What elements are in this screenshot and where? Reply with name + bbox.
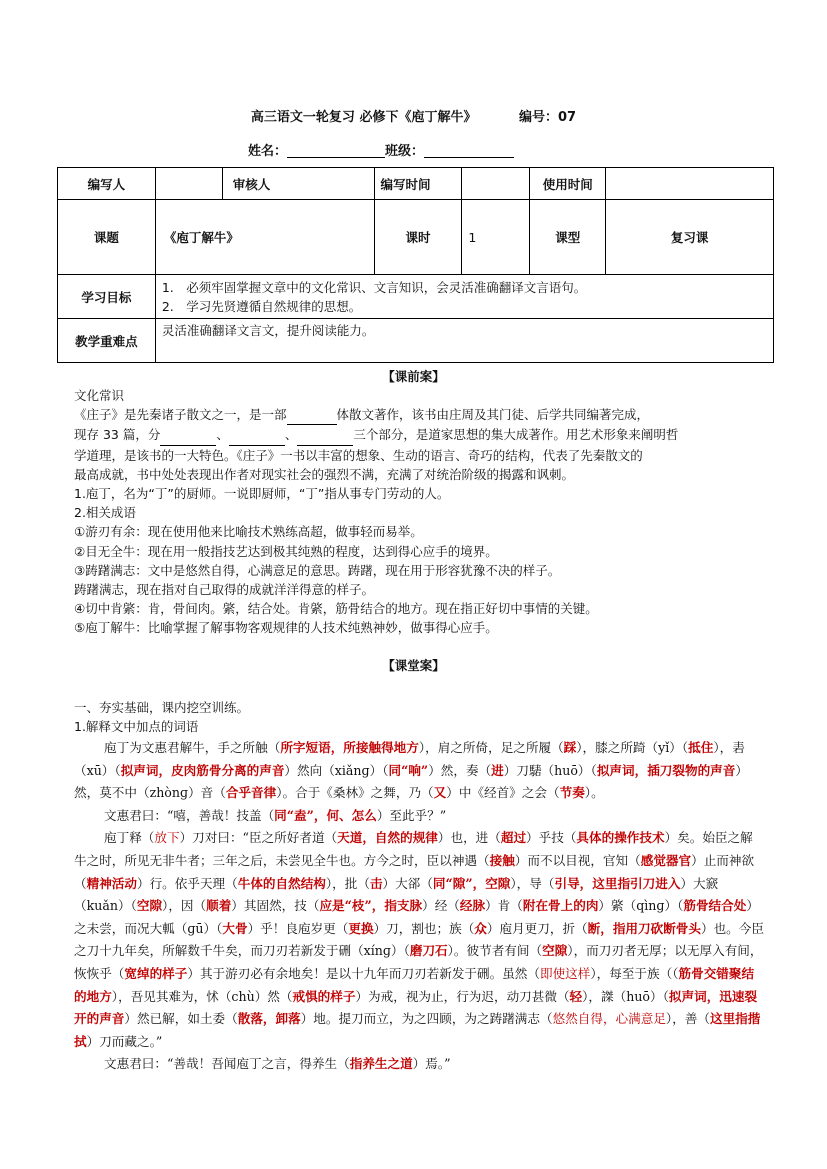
text-run: ）至此乎？” <box>376 807 447 823</box>
answer-annotation: 感觉器官 <box>640 852 692 868</box>
answer-annotation: 超过 <box>500 830 527 846</box>
text-run: ）然，奏（ <box>428 762 492 778</box>
text-run: ），批（ <box>325 875 370 891</box>
fill-blank[interactable] <box>160 425 216 445</box>
paragraph-2 <box>74 805 764 828</box>
hours-label: 课时 <box>374 200 462 275</box>
answer-annotation: 指养生之道 <box>349 1056 413 1072</box>
text-run: ），肩之所倚，足之所履（ <box>418 740 564 755</box>
text-run: ）为戒，视为止，行为迟，动刀甚微（ <box>355 988 570 1004</box>
item-2: 2.相关成语 <box>74 505 136 521</box>
answer-annotation: 即使这样 <box>539 965 591 981</box>
idiom-4: ④切中肯綮：肯，骨间肉。綮，结合处。肯綮，筋骨结合的地方。现在指正好切中事情的关键。 <box>74 601 598 617</box>
answer-annotation: 合乎音律 <box>225 785 277 801</box>
text-run: ）乎技（ <box>526 830 577 846</box>
title-text: 高三语文一轮复习 必修下《庖丁解牛》 <box>250 110 477 125</box>
text-run: ）然向（xiǎnɡ）（ <box>284 762 389 778</box>
answer-annotation: 接触 <box>489 852 515 868</box>
answer-annotation: 这里指揩拭 <box>74 1011 761 1049</box>
item-1: 1.庖丁，名为“丁”的厨师。一说即厨师，“丁”指从事专门劳动的人。 <box>74 486 450 502</box>
text-run: ）。彼节者有间（ <box>447 943 543 959</box>
text-run: ），导（ <box>510 875 555 891</box>
text-run: ），膝之所踦（yǐ）（ <box>576 740 689 755</box>
pre-class-heading: 【课前案】 <box>382 369 445 384</box>
text-run: ）大郤（ <box>382 875 433 891</box>
text-run: ）刀对曰：“臣之所好者道（ <box>179 830 338 846</box>
answer-annotation: 精神活动 <box>86 875 137 891</box>
class-label: 班级： <box>385 144 425 159</box>
zhuangzi-line-2: 现存 33 篇，分 、 、 三个部分，是道家思想的集大成著作。用艺术形象来阐明哲 <box>74 425 764 445</box>
use-time-value <box>606 168 774 200</box>
answer-annotation: 断，指用刀砍断骨头 <box>587 920 701 936</box>
text-run: ）肯（ <box>485 898 523 914</box>
answer-annotation: 经脉 <box>459 898 486 914</box>
fill-blank[interactable] <box>229 425 285 445</box>
answer-annotation: 击 <box>369 875 383 891</box>
text-run: ）也，进（ <box>437 830 501 846</box>
type-label: 课型 <box>530 200 606 275</box>
paragraph-4 <box>74 1053 764 1076</box>
idiom-3b: 踌躇满志，现在指对自己取得的成就洋洋得意的样子。 <box>74 582 375 598</box>
paragraph-3 <box>74 827 764 1053</box>
answer-annotation: 磨刀石 <box>409 943 448 959</box>
text-run: ）经（ <box>422 898 460 914</box>
zhuangzi-line-4: 最高成就，书中处处表现出作者对现实社会的强烈不满，充满了对统治阶级的揭露和讽刺。 <box>74 466 575 482</box>
answer-annotation: 轻 <box>569 988 583 1004</box>
text-run: ）綮（qìnɡ）（ <box>598 898 684 914</box>
text-run: ）而不以目视，官知（ <box>514 852 641 868</box>
text-run: ），善（ <box>665 1011 710 1027</box>
answer-annotation: 更换 <box>348 920 374 936</box>
answer-annotation: 进 <box>491 762 504 778</box>
doc-number: 编号：07 <box>518 110 577 125</box>
answer-annotation: 附在骨上的肉 <box>522 898 599 914</box>
answer-annotation: 引导，这里指引刀进入 <box>554 875 681 891</box>
answer-annotation: 天道，自然的规律 <box>337 830 438 846</box>
text-run: ）庖月更刀，折（ <box>486 920 588 936</box>
fill-blank[interactable] <box>287 405 337 425</box>
text-run: ）中《经首》之会（ <box>446 785 560 801</box>
write-time-label: 编写时间 <box>374 168 462 200</box>
part-1-heading: 一、夯实基础，课内挖空训练。 <box>74 700 250 715</box>
text-run: ）行。依乎天理（ <box>136 875 238 891</box>
zhuangzi-line-3: 学道理，是该书的一大特色。《庄子》一书以丰富的想象、生动的语言、奇巧的结构，代表了先秦散文的 <box>74 447 643 463</box>
topic-label: 课题 <box>58 200 156 275</box>
text-run: 文惠君曰：“善哉！吾闻庖丁之言，得养生（ <box>104 1056 350 1072</box>
answer-annotation: 顺着 <box>206 898 232 914</box>
answer-annotation: 戒惧的样子 <box>292 988 356 1004</box>
text-run: ）之未尝，而况大軱（ɡū）（ <box>74 898 759 936</box>
hours-value: 1 <box>462 200 530 275</box>
in-class-heading: 【课堂案】 <box>382 658 445 673</box>
text-run: ），每至于族（（ <box>590 965 679 981</box>
answer-annotation: 散落，卸落 <box>237 1011 301 1027</box>
answer-annotation: 踩 <box>563 740 577 755</box>
sub-1-heading: 1.解释文中加点的词语 <box>74 719 199 735</box>
reviewer-label: 审核人 <box>222 168 374 200</box>
classical-text <box>74 737 764 1076</box>
answer-annotation: 空隙 <box>136 898 163 914</box>
answer-annotation: 应是“枝”，指支脉 <box>319 898 423 914</box>
answer-annotation: 空隙 <box>542 943 568 959</box>
answer-annotation: 拟声词，迅速裂开的声音 <box>74 988 758 1027</box>
text-run: ），砉（xū）（ <box>74 740 745 778</box>
write-time-value <box>462 168 530 200</box>
text-run: ）止而神欲（ <box>74 852 755 891</box>
key-value: 灵活准确翻译文言文，提升阅读能力。 <box>155 319 773 363</box>
text-run: ），謋（huō）（ <box>582 988 669 1004</box>
answer-annotation: 拟声词，插刀裂物的声音 <box>596 762 736 778</box>
writer-value <box>155 168 222 200</box>
text-run: ）焉。” <box>412 1056 451 1072</box>
answer-annotation: 抵住 <box>688 740 714 755</box>
answer-annotation: 拟声词，皮肉筋骨分离的声音 <box>120 762 285 778</box>
text-run: 文惠君曰：“嘻，善哉！技盖（ <box>104 807 275 823</box>
fill-blank[interactable] <box>297 425 353 445</box>
answer-annotation: 筋骨结合处 <box>683 898 747 914</box>
answer-annotation: 大骨 <box>222 920 248 936</box>
answer-annotation: 宽绰的样子 <box>124 965 188 981</box>
type-value: 复习课 <box>606 200 774 275</box>
info-table <box>57 167 774 363</box>
text-run: ），吾见其难为，怵（chù）然（ <box>111 988 293 1004</box>
text-run: ）然已解，如土委（ <box>124 1011 238 1027</box>
idiom-3: ③踌躇满志：文中是悠然自得，心满意足的意思。踌躇，现在用于形容犹豫不决的样子。 <box>74 562 561 578</box>
goal-2: 2. 学习先贤遵循自然规律的思想。 <box>161 298 362 314</box>
answer-annotation: 节奏 <box>559 785 585 801</box>
idiom-5: ⑤庖丁解牛：比喻掌握了解事物客观规律的人技术纯熟神妙，做事得心应手。 <box>74 620 498 636</box>
text-run: ）刀而藏之。” <box>86 1033 163 1049</box>
in-class-intro <box>74 698 764 736</box>
text-run: ）刀，割也；族（ <box>373 920 475 936</box>
text-run: ）然，莫不中（zhònɡ）音（ <box>74 762 748 801</box>
answer-annotation: 众 <box>474 920 487 936</box>
text-run: ）刀騞（huō）（ <box>503 762 597 778</box>
name-blank[interactable] <box>287 143 385 158</box>
text-run: ），因（ <box>162 898 207 914</box>
answer-annotation: 筋骨交错聚结的地方 <box>74 965 755 1004</box>
text-run: ）。合于《桑林》之舞，乃（ <box>276 785 434 801</box>
idiom-1: ①游刃有余：现在使用他来比喻技术熟练高超，做事轻而易举。 <box>74 524 423 540</box>
answer-annotation: 悠然自得，心满意足 <box>552 1011 666 1027</box>
goals-cell <box>155 275 773 319</box>
answer-annotation: 同“响” <box>388 762 429 778</box>
answer-annotation: 同“盍”，何、怎么 <box>274 807 377 823</box>
text-run: ）乎！良庖岁更（ <box>247 920 349 936</box>
writer-label: 编写人 <box>58 168 156 200</box>
culture-heading: 文化常识 <box>74 388 125 403</box>
text-run: ）地。提刀而立，为之四顾，为之踌躇满志（ <box>300 1011 553 1027</box>
text-run: ）也。今臣之刀十九年矣，所解数千牛矣，而刀刃若新发于硎（xínɡ）（ <box>74 920 764 959</box>
zhuangzi-line-1: 《庄子》是先秦诸子散文之一，是一部 体散文著作，该书由庄周及其门徒、后学共同编著完成， <box>74 405 764 425</box>
topic-value: 《庖丁解牛》 <box>155 200 374 275</box>
document-title <box>0 106 827 125</box>
paragraph-1 <box>74 737 764 805</box>
goal-1: 1. 必须牢固掌握文章中的文化常识、文言知识，会灵活准确翻译文言语句。 <box>161 279 587 295</box>
class-blank[interactable] <box>424 143 514 158</box>
text-run: ）矣。始臣之解牛之时，所见无非牛者；三年之后，未尝见全牛也。方今之时，臣以神遇（ <box>74 830 753 868</box>
answer-annotation: 所字短语，所接触得地方 <box>280 740 419 755</box>
answer-annotation: 放下 <box>154 830 180 846</box>
idiom-2: ②目无全牛：现在用一般指技艺达到极其纯熟的程度，达到得心应手的境界。 <box>74 543 498 559</box>
answer-annotation: 同“隙”，空隙 <box>432 875 511 891</box>
key-label: 教学重难点 <box>58 319 156 363</box>
answer-annotation: 牛体的自然结构 <box>237 875 326 891</box>
pre-class-body <box>74 386 764 638</box>
use-time-label: 使用时间 <box>530 168 606 200</box>
text-run: ）其固然，技（ <box>231 898 320 914</box>
answer-annotation: 具体的操作技术 <box>576 830 665 846</box>
name-class-line <box>248 140 514 159</box>
text-run: ）大窾（kuǎn）（ <box>74 875 719 914</box>
text-run: ）其于游刃必有余地矣！是以十九年而刀刃若新发于硎。虽然（ <box>187 965 540 981</box>
text-run: 庖丁释（ <box>104 830 155 846</box>
answer-annotation: 又 <box>433 785 447 801</box>
text-run: 庖丁为文惠君解牛，手之所触（ <box>104 740 281 755</box>
text-run: ），而刀刃者无厚；以无厚入有间，恢恢乎（ <box>74 943 763 981</box>
text-run: ）。 <box>584 785 604 801</box>
goals-label: 学习目标 <box>58 275 156 319</box>
name-label: 姓名： <box>248 144 288 159</box>
